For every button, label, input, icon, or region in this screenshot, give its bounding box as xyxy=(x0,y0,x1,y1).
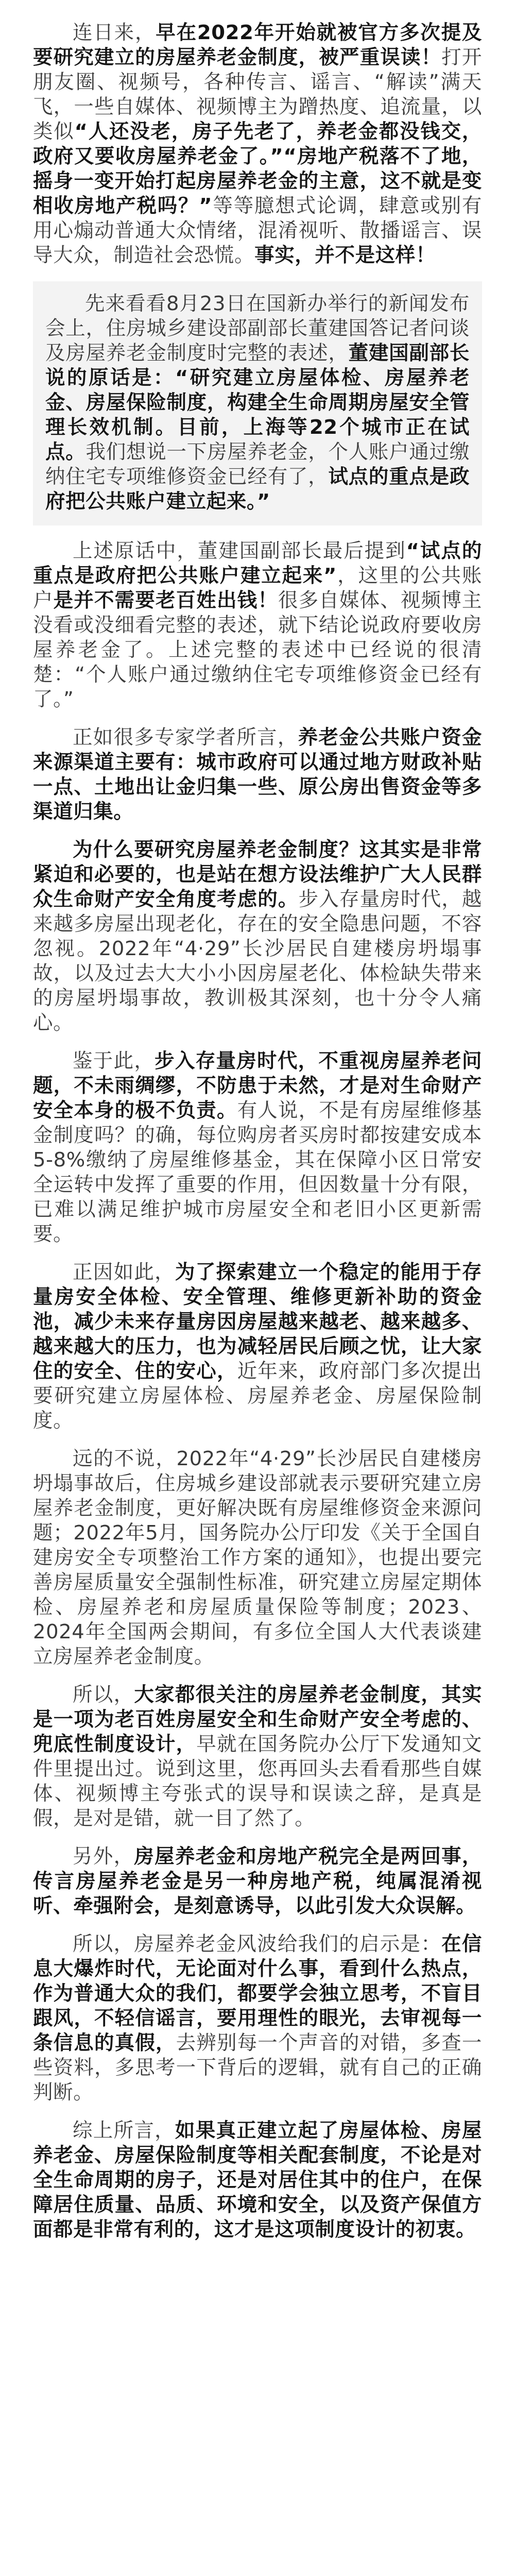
body-text: 先来看看8月23日在国新办举行的新闻发布会上，住房城乡建设部副部长董建国答记者问谈及房屋养老金制度时完整的表述， xyxy=(45,292,470,365)
body-text: 正如很多专家学者所言， xyxy=(73,726,298,749)
paragraph-9 xyxy=(33,1683,482,1831)
body-text: 我们想说一下房屋养老金，个人账户通过缴纳住宅专项维修资金已经有了， xyxy=(45,440,470,488)
emphasis-text: 董建国副部长说的原话是：“研究建立房屋体检、房屋养老金、房屋保险制度，构建全生命周期房屋安全管理长效机制。目前，上海等22个城市正在试点。 xyxy=(45,342,470,464)
paragraph-4 xyxy=(33,725,482,824)
body-text: 另外， xyxy=(73,1845,134,1868)
body-text: 打开朋友圈、视频号，各种传言、谣言、“解读”满天飞，一些自媒体、视频博主为蹭热度、追流量，以类似 xyxy=(33,46,482,143)
emphasis-text: “试点的重点是政府把公共账户建立起来” xyxy=(33,539,482,587)
emphasis-text: 试点的重点是政府把公共账户建立起来。” xyxy=(45,465,470,513)
emphasis-text: 为了探索建立一个稳定的能用于存量房安全体检、安全管理、维修更新补助的资金池，减少未来存量房因房屋越来越老、越来越多、越来越大的压力，也为减轻居民后顾之忧，让大家住的安全、住的安心， xyxy=(33,1261,482,1383)
paragraph-5 xyxy=(33,838,482,1036)
paragraph-6 xyxy=(33,1049,482,1247)
body-text: 所以，房屋养老金风波给我们的启示是： xyxy=(73,1933,442,1956)
body-text: 去辨别每一个声音的对错，多查一些资料，多思考一下背后的逻辑，就有自己的正确判断。 xyxy=(33,2031,482,2104)
emphasis-text: 大家都很关注的房屋养老金制度，其实是一项为老百姓房屋安全和生命财产安全考虑的、兜底性制度设计， xyxy=(33,1683,482,1756)
body-text: 上述完整的表述中已经说的很清楚：“个人账户通过缴纳住宅专项维修资金已经有了。” xyxy=(33,638,483,711)
body-text: ，这里的公共账户 xyxy=(33,564,482,612)
paragraph-3 xyxy=(33,539,482,712)
emphasis-text: 如果真正建立起了房屋体检、房屋养老金、房屋保险制度等相关配套制度，不论是对全生命周期的房子，还是对居住其中的住户，在保障居住质量、品质、环境和安全，以及资产保值方面都是非常有利的，这才是这项制度设计的初衷。 xyxy=(33,2119,482,2241)
paragraph-8 xyxy=(33,1447,482,1669)
paragraph-2 xyxy=(45,292,470,514)
emphasis-text: 事实，并不是这样！ xyxy=(254,244,436,267)
emphasis-text: 早在2022年开始就被官方多次提及要研究建立的房屋养老金制度，被严重误读！ xyxy=(33,21,482,69)
body-text: 有人说，不是有房屋维修基金制度吗？的确，每位购房者买房时都按建安成本 5-8%缴纳了房屋维修基金，其在保障小区日常安全运转中发挥了重要的作用，但因数量十分有限，已难以满足维护城市房屋安全和老旧小区更新需要。 xyxy=(33,1099,482,1246)
body-text: 连日来， xyxy=(73,21,156,44)
paragraph-12 xyxy=(33,2119,482,2242)
body-text: 步入存量房时代，越来越多房屋出现老化，存在的安全隐患问题，不容忽视。2022年“4·29”长沙居民自建楼房坍塌事故，以及过去大大小小因房屋老化、体检缺失带来的房屋坍塌事故，教训极其深刻，也十分令人痛心。 xyxy=(33,888,482,1035)
paragraph-1 xyxy=(33,21,482,268)
emphasis-text: 在信息大爆炸时代，无论面对什么事，看到什么热点，作为普通大众的我们，都要学会独立思考，不盲目跟风，不轻信谣言，要用理性的眼光，去审视每一条信息的真假， xyxy=(33,1933,482,2055)
body-text: 很多自媒体、视频博主没看或没细看完整的表述，就下结论说政府要收房屋养老金了。 xyxy=(33,589,482,662)
body-text: 所以， xyxy=(73,1683,134,1706)
body-text: 近年来，政府部门多次提出要研究建立房屋体检、房屋养老金、房屋保险制度。 xyxy=(33,1360,482,1432)
quote-box xyxy=(33,281,482,526)
body-text: 鉴于此， xyxy=(73,1049,155,1073)
emphasis-text: 是并不需要老百姓出钱！ xyxy=(53,589,278,612)
body-text: 早就在国务院办公厅下发通知文件里提出过。说到这里，您再回头去看看那些自媒体、视频博主夸张式的误导和误读之辞，是真是假，是对是错，就一目了然了。 xyxy=(33,1733,482,1830)
body-text: 综上所言， xyxy=(73,2119,175,2142)
emphasis-text: 为什么要研究房屋养老金制度？这其实是非常紧迫和必要的，也是站在想方设法维护广大人民群众生命财产安全角度考虑的。 xyxy=(33,838,482,911)
body-text: 上述原话中，董建国副部长最后提到 xyxy=(73,539,406,563)
paragraph-10 xyxy=(33,1844,482,1919)
emphasis-text: “人还没老，房子先老了，养老金都没钱交，政府又要收房屋养老金了。”“房地产税落不了地，摇身一变开始打起房屋养老金的主意，这不就是变相收房地产税吗？” xyxy=(33,120,483,217)
body-text: 正因如此， xyxy=(73,1261,175,1284)
emphasis-text: 步入存量房时代，不重视房屋养老问题，不未雨绸缪，不防患于未然，才是对生命财产安全本身的极不负责。 xyxy=(33,1049,482,1122)
paragraph-11 xyxy=(33,1932,482,2105)
paragraph-7 xyxy=(33,1260,482,1433)
emphasis-text: 房屋养老金和房地产税完全是两回事，传言房屋养老金是另一种房地产税，纯属混淆视听、牵强附会，是刻意诱导，以此引发大众误解。 xyxy=(33,1845,482,1918)
body-text: 远的不说，2022年“4·29”长沙居民自建楼房坍塌事故后，住房城乡建设部就表示要研究建立房屋养老金制度，更好解决既有房屋维修资金来源问题；2022年5月，国务院办公厅印发《关于全国自建房安全专项整治工作方案的通知》，也提出要完善房屋质量安全强制性标准，研究建立房屋定期体检、房屋养老和房屋质量保险等制度；2023、2024年全国两会期间，有多位全国人大代表谈建立房屋养老金制度。 xyxy=(33,1447,482,1668)
emphasis-text: 养老金公共账户资金来源渠道主要有：城市政府可以通过地方财政补贴一点、土地出让金归集一些、原公房出售资金等多渠道归集。 xyxy=(33,726,482,823)
body-text: 等等臆想式论调，肆意或别有用心煽动普通大众情绪，混淆视听、散播谣言、误导大众，制造社会恐慌。 xyxy=(33,194,482,267)
